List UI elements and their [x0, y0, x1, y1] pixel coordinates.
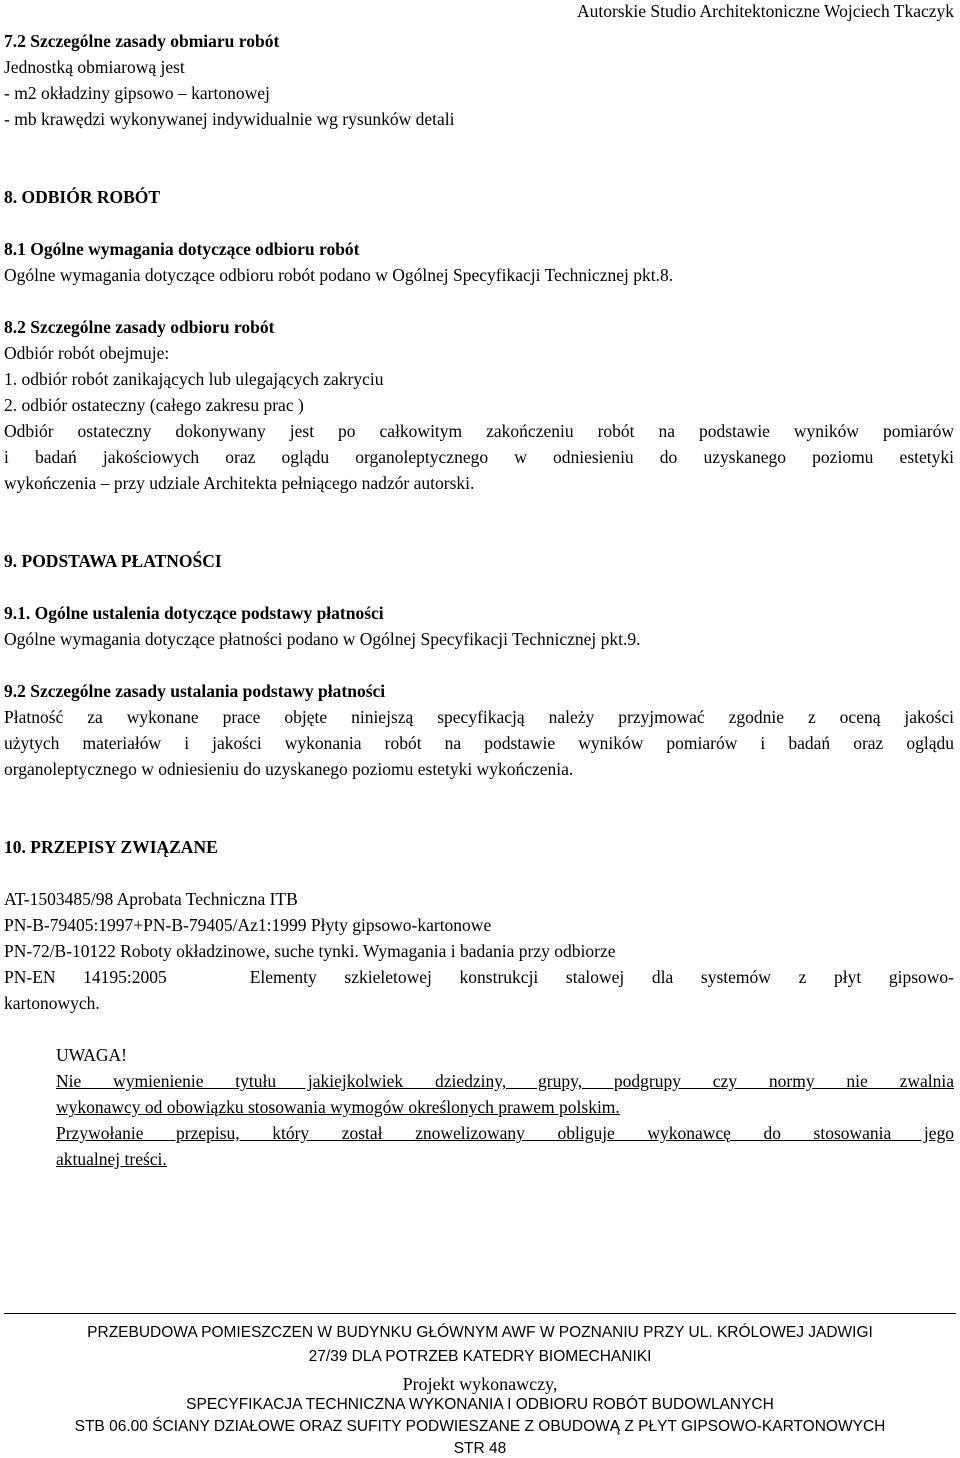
section-7-2-line: - mb krawędzi wykonywanej indywidualnie wg rysunków detali: [4, 109, 455, 129]
section-8-2-paragraph-line: i badań jakościowych oraz oglądu organoleptycznego w odniesieniu do uzyskanego poziomu estetyki: [4, 447, 954, 467]
note-line: wykonawcy od obowiązku stosowania wymogów określonych prawem polskim.: [56, 1097, 620, 1117]
note-line: aktualnej treści.: [56, 1149, 167, 1169]
footer-design-stage: Projekt wykonawczy,: [402, 1374, 558, 1394]
note-title: UWAGA!: [56, 1045, 127, 1065]
footer-spec-code: STB 06.00 ŚCIANY DZIAŁOWE ORAZ SUFITY PODWIESZANE Z OBUDOWĄ Z PŁYT GIPSOWO-KARTONOWYCH: [74, 1418, 886, 1435]
reference-item-continued: kartonowych.: [4, 993, 100, 1013]
section-9-1-text: Ogólne wymagania dotyczące płatności podano w Ogólnej Specyfikacji Technicznej pkt.9.: [4, 629, 641, 649]
reference-item: PN-EN 14195:2005 Elementy szkieletowej konstrukcji stalowej dla systemów z płyt gipsowo-: [4, 967, 954, 987]
section-7-2-line: Jednostką obmiarową jest: [4, 57, 185, 77]
section-7-2-title: 7.2 Szczególne zasady obmiaru robót: [4, 31, 280, 51]
note-line: Przywołanie przepisu, który został znowelizowany obliguje wykonawcę do stosowania jego: [56, 1123, 954, 1143]
footer-project-line: PRZEBUDOWA POMIESZCZEN W BUDYNKU GŁÓWNYM AWF W POZNANIU PRZY UL. KRÓLOWEJ JADWIGI: [87, 1324, 873, 1341]
section-8-title: 8. ODBIÓR ROBÓT: [4, 187, 161, 207]
section-8-2-line: Odbiór robót obejmuje:: [4, 343, 170, 363]
footer-divider: [4, 1313, 956, 1314]
section-9-2-paragraph-line: organoleptycznego w odniesieniu do uzyskanego poziomu estetyki wykończenia.: [4, 759, 574, 779]
reference-item: PN-B-79405:1997+PN-B-79405/Az1:1999 Płyty gipsowo-kartonowe: [4, 915, 492, 935]
section-8-1-text: Ogólne wymagania dotyczące odbioru robót podano w Ogólnej Specyfikacji Technicznej pkt.8.: [4, 265, 674, 285]
footer-project-line: 27/39 DLA POTRZEB KATEDRY BIOMECHANIKI: [308, 1348, 652, 1365]
document-body: [4, 28, 954, 1172]
reference-item: AT-1503485/98 Aprobata Techniczna ITB: [4, 889, 298, 909]
section-8-2-line: 2. odbiór ostateczny (całego zakresu prac ): [4, 395, 304, 415]
footer-spec-title: SPECYFIKACJA TECHNICZNA WYKONANIA I ODBIORU ROBÓT BUDOWLANYCH: [186, 1396, 774, 1413]
page-number: STR 48: [453, 1440, 507, 1457]
section-8-2-paragraph-line: Odbiór ostateczny dokonywany jest po całkowitym zakończeniu robót na podstawie wyników pomiarów: [4, 421, 954, 441]
reference-item: PN-72/B-10122 Roboty okładzinowe, suche tynki. Wymagania i badania przy odbiorze: [4, 941, 616, 961]
section-8-2-paragraph-line: wykończenia – przy udziale Architekta pełniącego nadzór autorski.: [4, 473, 475, 493]
section-10-title: 10. PRZEPISY ZWIĄZANE: [4, 837, 218, 857]
section-8-1-title: 8.1 Ogólne wymagania dotyczące odbioru robót: [4, 239, 360, 259]
section-8-2-title: 8.2 Szczególne zasady odbioru robót: [4, 317, 275, 337]
section-7-2-line: - m2 okładziny gipsowo – kartonowej: [4, 83, 270, 103]
section-9-2-paragraph-line: użytych materiałów i jakości wykonania robót na podstawie wyników pomiarów i badań oraz oglądu: [4, 733, 954, 753]
section-9-2-paragraph-line: Płatność za wykonane prace objęte niniejszą specyfikacją należy przyjmować zgodnie z oceną jakości: [4, 707, 954, 727]
section-9-2-title: 9.2 Szczególne zasady ustalania podstawy płatności: [4, 681, 386, 701]
section-9-title: 9. PODSTAWA PŁATNOŚCI: [4, 551, 222, 571]
section-9-1-title: 9.1. Ogólne ustalenia dotyczące podstawy płatności: [4, 603, 384, 623]
note-line: Nie wymienienie tytułu jakiejkolwiek dziedziny, grupy, podgrupy czy normy nie zwalnia: [56, 1071, 954, 1091]
section-8-2-line: 1. odbiór robót zanikających lub ulegających zakryciu: [4, 369, 384, 389]
running-header: Autorskie Studio Architektoniczne Wojciech Tkaczyk: [576, 1, 954, 21]
